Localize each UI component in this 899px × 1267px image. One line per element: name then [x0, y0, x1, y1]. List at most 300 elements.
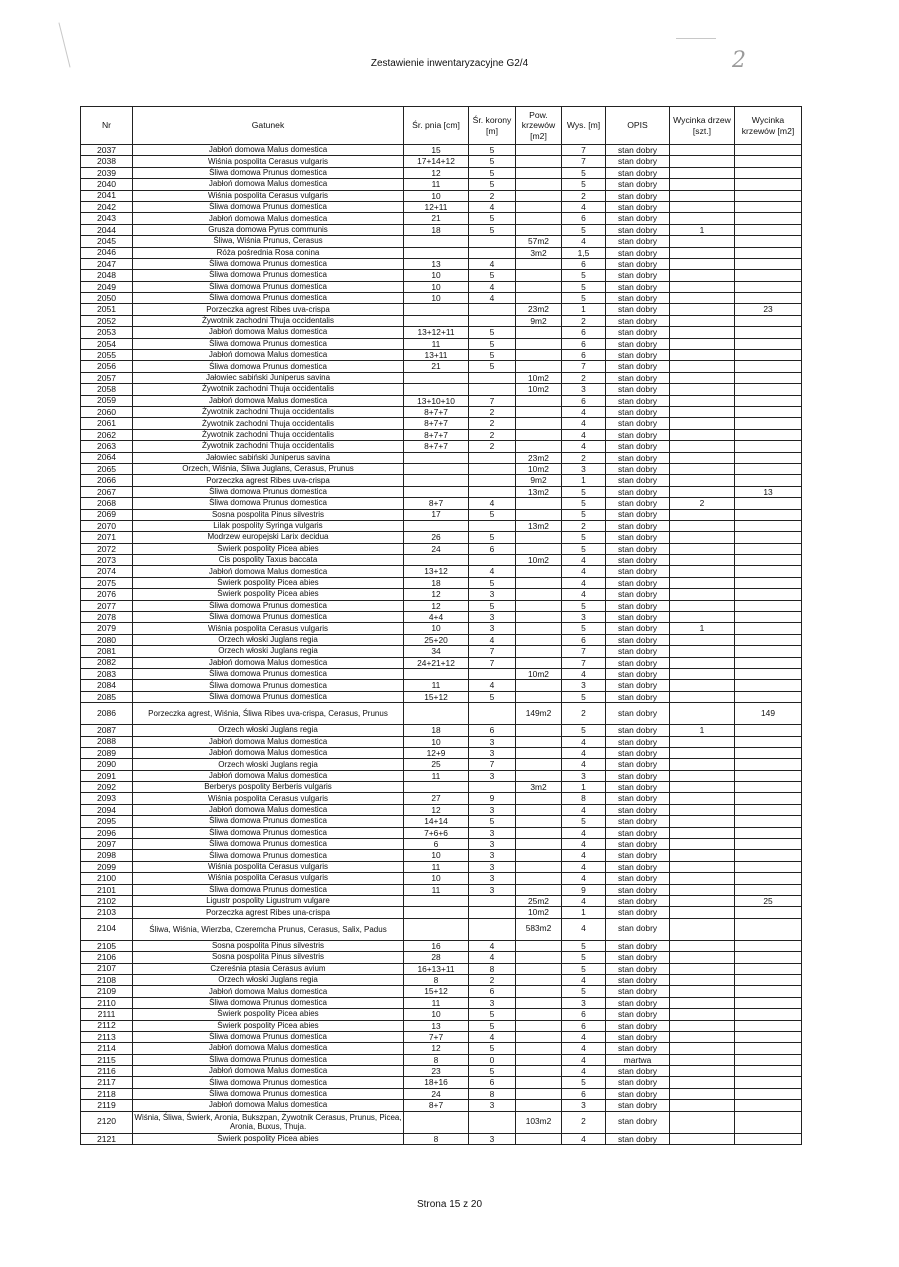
cell-sr-korony: 4 — [469, 498, 516, 509]
cell-opis: stan dobry — [606, 657, 670, 668]
cell-nr: 2077 — [81, 600, 133, 611]
table-row — [81, 861, 802, 872]
cell-gatunek: Żywotnik zachodni Thuja occidentalis — [133, 315, 404, 326]
cell-nr: 2076 — [81, 589, 133, 600]
cell-sr-pnia — [404, 475, 469, 486]
cell-wycinka-krzewow — [735, 759, 802, 770]
cell-nr: 2119 — [81, 1100, 133, 1111]
table-row — [81, 520, 802, 531]
table-row — [81, 304, 802, 315]
cell-opis: stan dobry — [606, 315, 670, 326]
cell-wys: 5 — [562, 486, 606, 497]
cell-wycinka-krzewow — [735, 395, 802, 406]
cell-opis: stan dobry — [606, 907, 670, 918]
cell-sr-pnia: 21 — [404, 213, 469, 224]
cell-sr-korony: 4 — [469, 1031, 516, 1042]
cell-sr-korony: 4 — [469, 680, 516, 691]
cell-sr-korony: 3 — [469, 997, 516, 1008]
cell-sr-pnia: 8+7+7 — [404, 441, 469, 452]
cell-gatunek: Śliwa domowa Prunus domestica — [133, 612, 404, 623]
cell-opis: stan dobry — [606, 918, 670, 940]
cell-wys: 3 — [562, 463, 606, 474]
cell-pow-krzewow — [516, 1077, 562, 1088]
table-row — [81, 190, 802, 201]
cell-pow-krzewow — [516, 747, 562, 758]
cell-gatunek: Śliwa domowa Prunus domestica — [133, 816, 404, 827]
table-row — [81, 543, 802, 554]
cell-sr-korony — [469, 907, 516, 918]
cell-wys: 1,5 — [562, 247, 606, 258]
cell-sr-pnia: 12+9 — [404, 747, 469, 758]
cell-pow-krzewow — [516, 395, 562, 406]
cell-sr-korony: 5 — [469, 1043, 516, 1054]
cell-gatunek: Świerk pospolity Picea abies — [133, 1133, 404, 1144]
cell-gatunek: Jabłoń domowa Malus domestica — [133, 213, 404, 224]
cell-gatunek: Śliwa domowa Prunus domestica — [133, 293, 404, 304]
cell-gatunek: Sosna pospolita Pinus silvestris — [133, 940, 404, 951]
cell-nr: 2053 — [81, 327, 133, 338]
cell-nr: 2115 — [81, 1054, 133, 1065]
cell-sr-pnia: 14+14 — [404, 816, 469, 827]
cell-wycinka-drzew — [670, 873, 735, 884]
cell-wys: 6 — [562, 634, 606, 645]
table-row — [81, 293, 802, 304]
cell-wycinka-krzewow — [735, 509, 802, 520]
cell-sr-korony — [469, 384, 516, 395]
cell-wycinka-krzewow — [735, 293, 802, 304]
cell-wys: 4 — [562, 918, 606, 940]
cell-nr: 2045 — [81, 236, 133, 247]
table-row — [81, 577, 802, 588]
cell-gatunek: Jabłoń domowa Malus domestica — [133, 986, 404, 997]
cell-nr: 2092 — [81, 782, 133, 793]
cell-sr-korony: 2 — [469, 974, 516, 985]
cell-pow-krzewow — [516, 361, 562, 372]
cell-sr-korony: 5 — [469, 338, 516, 349]
cell-sr-korony: 8 — [469, 1088, 516, 1099]
cell-wycinka-krzewow — [735, 452, 802, 463]
cell-gatunek: Jałowiec sabiński Juniperus savina — [133, 372, 404, 383]
table-row — [81, 850, 802, 861]
cell-sr-korony: 7 — [469, 646, 516, 657]
cell-wycinka-drzew — [670, 747, 735, 758]
cell-gatunek: Róża pośrednia Rosa conina — [133, 247, 404, 258]
cell-sr-korony: 5 — [469, 350, 516, 361]
cell-wycinka-drzew — [670, 372, 735, 383]
cell-pow-krzewow — [516, 145, 562, 156]
cell-wycinka-krzewow — [735, 873, 802, 884]
cell-wys: 4 — [562, 974, 606, 985]
col-header-wycinka-krzewow: Wycinka krzewów [m2] — [735, 107, 802, 145]
cell-gatunek: Żywotnik zachodni Thuja occidentalis — [133, 441, 404, 452]
cell-wycinka-krzewow — [735, 338, 802, 349]
cell-sr-pnia: 10 — [404, 293, 469, 304]
cell-sr-pnia: 12 — [404, 804, 469, 815]
cell-opis: stan dobry — [606, 156, 670, 167]
cell-wys: 5 — [562, 224, 606, 235]
cell-sr-korony: 4 — [469, 258, 516, 269]
cell-wycinka-drzew: 1 — [670, 725, 735, 736]
table-body — [81, 145, 802, 1145]
cell-wys: 4 — [562, 1054, 606, 1065]
cell-wycinka-krzewow — [735, 1020, 802, 1031]
cell-sr-korony: 4 — [469, 940, 516, 951]
cell-wycinka-drzew — [670, 782, 735, 793]
cell-wycinka-drzew — [670, 1066, 735, 1077]
cell-opis: stan dobry — [606, 441, 670, 452]
cell-opis: stan dobry — [606, 509, 670, 520]
cell-sr-korony: 3 — [469, 884, 516, 895]
cell-wys: 6 — [562, 1020, 606, 1031]
cell-sr-korony: 4 — [469, 952, 516, 963]
cell-wycinka-krzewow — [735, 1054, 802, 1065]
col-header-pow-krzewow: Pow. krzewów [m2] — [516, 107, 562, 145]
cell-wys: 3 — [562, 997, 606, 1008]
cell-gatunek: Czereśnia ptasia Cerasus avium — [133, 963, 404, 974]
cell-gatunek: Berberys pospolity Berberis vulgaris — [133, 782, 404, 793]
cell-sr-pnia — [404, 555, 469, 566]
cell-wycinka-drzew — [670, 486, 735, 497]
cell-wycinka-krzewow — [735, 646, 802, 657]
cell-wycinka-drzew — [670, 1133, 735, 1144]
cell-nr: 2082 — [81, 657, 133, 668]
cell-wycinka-krzewow — [735, 201, 802, 212]
cell-pow-krzewow — [516, 1133, 562, 1144]
cell-pow-krzewow — [516, 646, 562, 657]
cell-wycinka-krzewow — [735, 555, 802, 566]
scan-mark-top-right — [676, 38, 716, 39]
cell-sr-pnia: 4+4 — [404, 612, 469, 623]
cell-sr-pnia: 8 — [404, 1133, 469, 1144]
cell-wycinka-krzewow — [735, 566, 802, 577]
cell-sr-pnia: 13 — [404, 258, 469, 269]
cell-wys: 4 — [562, 896, 606, 907]
cell-wycinka-krzewow — [735, 1077, 802, 1088]
cell-wycinka-drzew — [670, 406, 735, 417]
cell-sr-pnia: 10 — [404, 736, 469, 747]
cell-opis: stan dobry — [606, 816, 670, 827]
cell-nr: 2079 — [81, 623, 133, 634]
cell-gatunek: Śliwa domowa Prunus domestica — [133, 1088, 404, 1099]
cell-sr-pnia: 18 — [404, 577, 469, 588]
cell-wys: 5 — [562, 816, 606, 827]
cell-nr: 2100 — [81, 873, 133, 884]
cell-sr-pnia — [404, 520, 469, 531]
cell-sr-korony — [469, 918, 516, 940]
cell-nr: 2065 — [81, 463, 133, 474]
cell-wycinka-drzew — [670, 952, 735, 963]
cell-wycinka-drzew — [670, 634, 735, 645]
table-row — [81, 1111, 802, 1133]
cell-gatunek: Świerk pospolity Picea abies — [133, 577, 404, 588]
cell-opis: stan dobry — [606, 520, 670, 531]
cell-pow-krzewow — [516, 179, 562, 190]
cell-nr: 2085 — [81, 691, 133, 702]
table-row — [81, 703, 802, 725]
cell-gatunek: Żywotnik zachodni Thuja occidentalis — [133, 406, 404, 417]
cell-opis: stan dobry — [606, 429, 670, 440]
cell-nr: 2038 — [81, 156, 133, 167]
cell-sr-pnia: 10 — [404, 623, 469, 634]
cell-pow-krzewow — [516, 827, 562, 838]
cell-pow-krzewow — [516, 213, 562, 224]
table-row — [81, 247, 802, 258]
table-row — [81, 804, 802, 815]
cell-wycinka-drzew — [670, 395, 735, 406]
cell-sr-korony — [469, 247, 516, 258]
table-row — [81, 1020, 802, 1031]
cell-opis: stan dobry — [606, 782, 670, 793]
cell-wycinka-krzewow — [735, 270, 802, 281]
cell-sr-korony: 7 — [469, 395, 516, 406]
cell-pow-krzewow — [516, 963, 562, 974]
cell-opis: stan dobry — [606, 270, 670, 281]
cell-gatunek: Porzeczka agrest, Wiśnia, Śliwa Ribes uva-crispa, Cerasus, Prunus — [133, 703, 404, 725]
cell-nr: 2080 — [81, 634, 133, 645]
cell-nr: 2118 — [81, 1088, 133, 1099]
cell-sr-korony: 5 — [469, 167, 516, 178]
cell-sr-korony — [469, 315, 516, 326]
cell-opis: stan dobry — [606, 145, 670, 156]
cell-wycinka-drzew — [670, 258, 735, 269]
cell-gatunek: Śliwa domowa Prunus domestica — [133, 850, 404, 861]
cell-sr-pnia: 24 — [404, 543, 469, 554]
col-header-nr: Nr — [81, 107, 133, 145]
cell-nr: 2066 — [81, 475, 133, 486]
table-row — [81, 361, 802, 372]
cell-pow-krzewow — [516, 406, 562, 417]
cell-gatunek: Modrzew europejski Larix decidua — [133, 532, 404, 543]
cell-sr-korony: 5 — [469, 1020, 516, 1031]
cell-wys: 5 — [562, 270, 606, 281]
cell-opis: stan dobry — [606, 236, 670, 247]
cell-pow-krzewow: 10m2 — [516, 372, 562, 383]
cell-wycinka-krzewow — [735, 997, 802, 1008]
cell-wycinka-krzewow — [735, 657, 802, 668]
cell-wycinka-drzew — [670, 520, 735, 531]
cell-nr: 2059 — [81, 395, 133, 406]
cell-sr-pnia: 8 — [404, 1054, 469, 1065]
cell-gatunek: Wiśnia pospolita Cerasus vulgaris — [133, 623, 404, 634]
cell-wycinka-krzewow — [735, 589, 802, 600]
cell-wycinka-drzew — [670, 463, 735, 474]
table-row — [81, 372, 802, 383]
cell-sr-korony: 4 — [469, 201, 516, 212]
cell-pow-krzewow — [516, 418, 562, 429]
cell-sr-korony: 3 — [469, 589, 516, 600]
cell-sr-korony: 5 — [469, 600, 516, 611]
table-row — [81, 167, 802, 178]
cell-wys: 5 — [562, 532, 606, 543]
cell-sr-pnia: 18 — [404, 725, 469, 736]
cell-gatunek: Świerk pospolity Picea abies — [133, 1020, 404, 1031]
cell-wycinka-drzew — [670, 566, 735, 577]
cell-sr-pnia: 34 — [404, 646, 469, 657]
cell-wycinka-krzewow — [735, 224, 802, 235]
cell-pow-krzewow — [516, 657, 562, 668]
cell-sr-pnia: 21 — [404, 361, 469, 372]
cell-sr-pnia: 12 — [404, 600, 469, 611]
table-row — [81, 1088, 802, 1099]
cell-gatunek: Żywotnik zachodni Thuja occidentalis — [133, 418, 404, 429]
cell-opis: stan dobry — [606, 873, 670, 884]
cell-gatunek: Śliwa domowa Prunus domestica — [133, 600, 404, 611]
cell-gatunek: Wiśnia pospolita Cerasus vulgaris — [133, 873, 404, 884]
table-row — [81, 384, 802, 395]
cell-gatunek: Śliwa domowa Prunus domestica — [133, 839, 404, 850]
cell-sr-pnia: 11 — [404, 884, 469, 895]
cell-sr-korony — [469, 486, 516, 497]
cell-wycinka-krzewow — [735, 384, 802, 395]
cell-wys: 4 — [562, 1066, 606, 1077]
cell-sr-korony — [469, 304, 516, 315]
cell-nr: 2067 — [81, 486, 133, 497]
cell-wycinka-drzew — [670, 612, 735, 623]
page-title: Zestawienie inwentaryzacyjne G2/4 — [370, 58, 529, 69]
cell-wycinka-drzew — [670, 418, 735, 429]
table-row — [81, 747, 802, 758]
cell-pow-krzewow — [516, 623, 562, 634]
cell-pow-krzewow — [516, 1020, 562, 1031]
cell-opis: stan dobry — [606, 839, 670, 850]
cell-nr: 2090 — [81, 759, 133, 770]
cell-wys: 4 — [562, 1031, 606, 1042]
cell-opis: stan dobry — [606, 463, 670, 474]
cell-wycinka-krzewow — [735, 963, 802, 974]
cell-opis: stan dobry — [606, 703, 670, 725]
cell-sr-pnia: 16+13+11 — [404, 963, 469, 974]
cell-gatunek: Jabłoń domowa Malus domestica — [133, 327, 404, 338]
cell-sr-korony: 6 — [469, 725, 516, 736]
cell-wys: 5 — [562, 281, 606, 292]
cell-gatunek: Śliwa domowa Prunus domestica — [133, 691, 404, 702]
cell-pow-krzewow — [516, 1031, 562, 1042]
cell-gatunek: Śliwa domowa Prunus domestica — [133, 827, 404, 838]
cell-wys: 1 — [562, 782, 606, 793]
cell-opis: stan dobry — [606, 372, 670, 383]
cell-wycinka-krzewow — [735, 974, 802, 985]
cell-wycinka-drzew — [670, 963, 735, 974]
cell-gatunek: Śliwa domowa Prunus domestica — [133, 486, 404, 497]
cell-wys: 4 — [562, 804, 606, 815]
table-row — [81, 463, 802, 474]
cell-opis: stan dobry — [606, 190, 670, 201]
cell-wycinka-krzewow — [735, 281, 802, 292]
cell-nr: 2061 — [81, 418, 133, 429]
cell-opis: stan dobry — [606, 634, 670, 645]
cell-opis: stan dobry — [606, 668, 670, 679]
cell-sr-korony — [469, 668, 516, 679]
cell-gatunek: Porzeczka agrest Ribes uva-crispa — [133, 475, 404, 486]
cell-pow-krzewow — [516, 543, 562, 554]
cell-wys: 3 — [562, 612, 606, 623]
cell-pow-krzewow — [516, 634, 562, 645]
cell-wys: 4 — [562, 839, 606, 850]
cell-nr: 2114 — [81, 1043, 133, 1054]
cell-nr: 2068 — [81, 498, 133, 509]
cell-gatunek: Żywotnik zachodni Thuja occidentalis — [133, 429, 404, 440]
cell-sr-pnia: 13 — [404, 1020, 469, 1031]
cell-gatunek: Jabłoń domowa Malus domestica — [133, 1066, 404, 1077]
cell-gatunek: Jabłoń domowa Malus domestica — [133, 804, 404, 815]
cell-nr: 2094 — [81, 804, 133, 815]
cell-wycinka-krzewow — [735, 634, 802, 645]
cell-gatunek: Śliwa domowa Prunus domestica — [133, 361, 404, 372]
cell-nr: 2049 — [81, 281, 133, 292]
cell-nr: 2060 — [81, 406, 133, 417]
cell-wycinka-drzew: 2 — [670, 498, 735, 509]
table-row — [81, 1100, 802, 1111]
cell-gatunek: Śliwa domowa Prunus domestica — [133, 668, 404, 679]
cell-sr-korony: 6 — [469, 1077, 516, 1088]
cell-pow-krzewow — [516, 816, 562, 827]
cell-gatunek: Cis pospolity Taxus baccata — [133, 555, 404, 566]
cell-opis: stan dobry — [606, 566, 670, 577]
cell-gatunek: Orzech włoski Juglans regia — [133, 759, 404, 770]
cell-sr-korony: 5 — [469, 1009, 516, 1020]
cell-gatunek: Grusza domowa Pyrus communis — [133, 224, 404, 235]
cell-sr-pnia: 13+10+10 — [404, 395, 469, 406]
table-row — [81, 986, 802, 997]
cell-gatunek: Jabłoń domowa Malus domestica — [133, 736, 404, 747]
cell-sr-pnia — [404, 668, 469, 679]
cell-nr: 2069 — [81, 509, 133, 520]
cell-wys: 2 — [562, 520, 606, 531]
cell-gatunek: Śliwa domowa Prunus domestica — [133, 281, 404, 292]
cell-sr-pnia — [404, 236, 469, 247]
cell-nr: 2072 — [81, 543, 133, 554]
cell-sr-korony: 4 — [469, 566, 516, 577]
cell-wys: 3 — [562, 770, 606, 781]
table-header-row — [81, 107, 802, 145]
cell-wys: 5 — [562, 498, 606, 509]
cell-wys: 6 — [562, 258, 606, 269]
cell-sr-pnia: 11 — [404, 770, 469, 781]
table-row — [81, 952, 802, 963]
cell-gatunek: Śliwa domowa Prunus domestica — [133, 680, 404, 691]
cell-wycinka-krzewow — [735, 1100, 802, 1111]
cell-wys: 4 — [562, 566, 606, 577]
cell-pow-krzewow: 13m2 — [516, 486, 562, 497]
cell-gatunek: Orzech włoski Juglans regia — [133, 634, 404, 645]
cell-sr-pnia — [404, 896, 469, 907]
cell-sr-pnia: 23 — [404, 1066, 469, 1077]
cell-sr-korony: 3 — [469, 1133, 516, 1144]
cell-pow-krzewow — [516, 589, 562, 600]
cell-wys: 6 — [562, 395, 606, 406]
cell-sr-korony: 3 — [469, 736, 516, 747]
cell-nr: 2083 — [81, 668, 133, 679]
table-row — [81, 452, 802, 463]
cell-opis: stan dobry — [606, 1066, 670, 1077]
cell-wys: 6 — [562, 1088, 606, 1099]
cell-gatunek: Śliwa domowa Prunus domestica — [133, 498, 404, 509]
cell-wys: 6 — [562, 1009, 606, 1020]
cell-wycinka-krzewow — [735, 1066, 802, 1077]
cell-wycinka-drzew — [670, 247, 735, 258]
table-row — [81, 201, 802, 212]
cell-nr: 2120 — [81, 1111, 133, 1133]
cell-pow-krzewow — [516, 429, 562, 440]
cell-opis: stan dobry — [606, 179, 670, 190]
cell-sr-pnia: 10 — [404, 281, 469, 292]
cell-wycinka-krzewow: 149 — [735, 703, 802, 725]
cell-opis: stan dobry — [606, 1031, 670, 1042]
cell-opis: stan dobry — [606, 940, 670, 951]
cell-gatunek: Orzech włoski Juglans regia — [133, 974, 404, 985]
cell-pow-krzewow: 10m2 — [516, 384, 562, 395]
cell-wys: 5 — [562, 600, 606, 611]
